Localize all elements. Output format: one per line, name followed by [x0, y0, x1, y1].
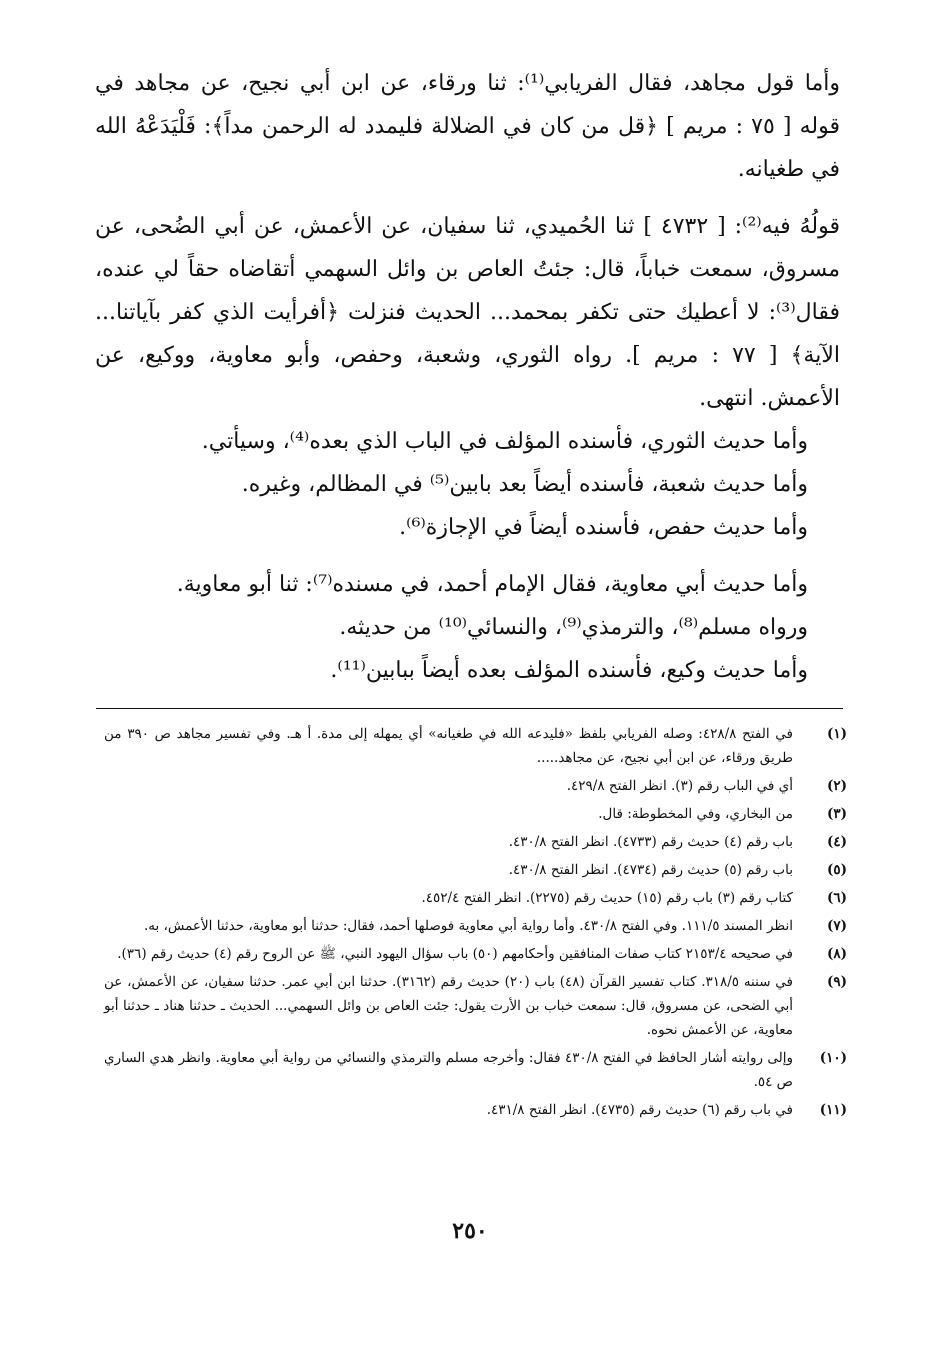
footnote-text: أي في الباب رقم (٣). انظر الفتح ٤٢٩/٨.	[566, 778, 793, 794]
paragraph-shuba: وأما حديث شعبة، فأسنده أيضاً بعد بابين⁽⁵⁾ في المظالم، وغيره.	[241, 472, 808, 497]
footnote	[104, 830, 847, 854]
footnote-number: (١)	[826, 726, 847, 742]
paragraph-muslim: ورواه مسلم⁽⁸⁾، والترمذي⁽⁹⁾، والنسائي⁽¹⁰⁾ من حديثه.	[339, 615, 808, 640]
paragraph-thawri: وأما حديث الثوري، فأسنده المؤلف في الباب الذي بعده⁽⁴⁾، وسيأتي.	[201, 429, 808, 454]
footnote-text: باب رقم (٤) حديث رقم (٤٧٣٣). انظر الفتح ٤٣٠/٨.	[508, 834, 793, 850]
footnote-number: (٨)	[826, 946, 847, 962]
footnote-text: في الفتح ٤٢٨/٨: وصله الفريابي بلفظ «فليدعه الله في طغيانه» أي يمهله إلى مدة. أ هـ. وفي تفسير مجاهد ص ٣٩٠ من طريق ورقاء، عن ابن أبي نجيح، عن مجاهد.....	[104, 726, 793, 766]
paragraph-waki: وأما حديث وكيع، فأسنده المؤلف بعده أيضاً ببابين⁽¹¹⁾.	[330, 658, 808, 683]
paragraph-hadith-4732: قولُهُ فيه⁽²⁾: [ ٤٧٣٢ ] ثنا الحُميدي، ثنا سفيان، عن الأعمش، عن أبي الضُحى، عن مسروق، سمعت خباباً، قال: جئتُ العاص بن وائل السهمي أتقاضاه حقاً لي عنده، فقال⁽³⁾: لا أعطيك حتى تكفر بمحمد... الحديث فنزلت ﴿أفرأيت الذي كفر بآياتنا... الآية﴾ [ ٧٧ : مريم ]. رواه الثوري، وشعبة، وحفص، وأبو معاوية، ووكيع، عن الأعمش. انتهى.	[95, 214, 840, 411]
footnote	[104, 802, 847, 826]
paragraph-abu-muawiya: وأما حديث أبي معاوية، فقال الإمام أحمد، في مسنده⁽⁷⁾: ثنا أبو معاوية.	[176, 572, 808, 597]
footnote	[104, 774, 847, 798]
footnote-number: (١٠)	[819, 1050, 847, 1066]
footnote-number: (٥)	[826, 862, 847, 878]
footnote-text: كتاب رقم (٣) باب رقم (١٥) حديث رقم (٢٢٧٥). انظر الفتح ٤٥٢/٤.	[421, 890, 793, 906]
footnote	[104, 722, 847, 770]
footnote	[104, 858, 847, 882]
footnote	[104, 970, 847, 1042]
footnote-text: في صحيحه ٢١٥٣/٤ كتاب صفات المنافقين وأحكامهم (٥٠) باب سؤال اليهود النبي، ﷺ عن الروح رقم (٤) حديث رقم (٣٦).	[117, 946, 793, 962]
footnote	[104, 1098, 847, 1122]
footnote-text: من البخاري، وفي المخطوطة: قال.	[598, 806, 793, 822]
footnote-text: وإلى روايته أشار الحافظ في الفتح ٤٣٠/٨ فقال: وأخرجه مسلم والترمذي والنسائي من رواية أبي معاوية. وانظر هدي الساري ص ٥٤.	[104, 1050, 793, 1090]
footnote	[104, 886, 847, 910]
footnote-number: (٩)	[826, 974, 847, 990]
footnote-text: في باب رقم (٦) حديث رقم (٤٧٣٥). انظر الفتح ٤٣١/٨.	[486, 1102, 793, 1118]
footnote	[104, 914, 847, 938]
footnote-number: (٧)	[826, 918, 847, 934]
footnote-divider	[96, 708, 843, 709]
footnotes	[104, 722, 847, 1126]
main-text	[95, 62, 840, 692]
footnote-number: (٣)	[826, 806, 847, 822]
paragraph-hafs: وأما حديث حفص، فأسنده أيضاً في الإجازة⁽⁶⁾.	[399, 515, 808, 540]
footnote-text: في سننه ٣١٨/٥. كتاب تفسير القرآن (٤٨) باب (٢٠) حديث رقم (٣١٦٢). حدثنا ابن أبي عمر. حدثنا سفيان، عن الأعمش، عن أبي الضحى، عن مسروق، قال: سمعت خباب بن الأرت يقول: جئت العاص بن وائل السهمي... الحديث ـ حدثنا هناد ـ حدثنا أبو معاوية، عن الأعمش نحوه.	[104, 974, 793, 1038]
footnote-number: (٢)	[826, 778, 847, 794]
footnote-number: (١١)	[819, 1102, 847, 1118]
footnote	[104, 1046, 847, 1094]
footnote	[104, 942, 847, 966]
footnote-text: انظر المسند ١١١/٥. وفي الفتح ٤٣٠/٨. وأما رواية أبي معاوية فوصلها أحمد، فقال: حدثنا أبو معاوية، حدثنا الأعمش، به.	[143, 918, 793, 934]
paragraph-mujahid: وأما قول مجاهد، فقال الفريابي⁽¹⁾: ثنا ورقاء، عن ابن أبي نجيح، عن مجاهد في قوله [ ٧٥ : مريم ] ﴿قل من كان في الضلالة فليمدد له الرحمن مداً﴾: فَلْيَدَعْهُ الله في طغيانه.	[95, 71, 841, 182]
footnote-text: باب رقم (٥) حديث رقم (٤٧٣٤). انظر الفتح ٤٣٠/٨.	[508, 862, 793, 878]
footnote-number: (٤)	[826, 834, 847, 850]
page-number: ٢٥٠	[452, 1218, 488, 1244]
footnote-number: (٦)	[826, 890, 847, 906]
